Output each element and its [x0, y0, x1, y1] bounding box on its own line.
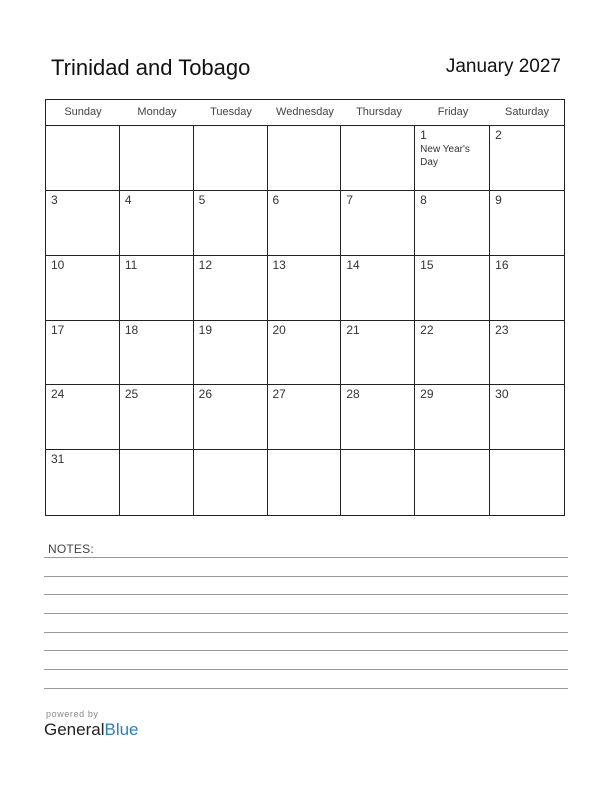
day-number: 5 [198, 192, 206, 207]
day-cell [46, 191, 120, 256]
day-cell [415, 256, 490, 321]
notes-line [44, 669, 568, 670]
day-cell [341, 126, 415, 191]
notes-line [44, 557, 568, 558]
day-cell [490, 450, 564, 515]
weekday-header: Monday [137, 106, 177, 118]
day-cell [415, 126, 490, 191]
day-cell [268, 321, 342, 386]
day-cell [341, 450, 415, 515]
day-number: 14 [346, 257, 360, 272]
day-cell [341, 385, 415, 450]
day-number: 1 [420, 128, 427, 142]
calendar-body [46, 126, 564, 515]
day-number: 17 [51, 322, 65, 337]
day-cell [268, 256, 342, 321]
day-cell [194, 191, 268, 256]
notes-line [44, 594, 568, 595]
day-number: 13 [272, 257, 286, 272]
day-number: 16 [495, 257, 509, 272]
logo-blue: Blue [104, 720, 139, 739]
day-cell [46, 450, 120, 515]
day-cell [120, 321, 194, 386]
weekday-header: Saturday [504, 106, 550, 118]
day-number: 4 [124, 192, 132, 207]
day-cell [415, 450, 490, 515]
day-cell [120, 126, 194, 191]
day-number: 31 [51, 452, 65, 467]
brand-footer [44, 709, 139, 740]
day-cell [341, 191, 415, 256]
day-number: 20 [272, 322, 286, 337]
day-cell [490, 385, 564, 450]
day-cell [120, 256, 194, 321]
notes-line [44, 576, 568, 577]
notes-line [44, 688, 568, 689]
notes-label: NOTES: [48, 542, 94, 556]
day-cell [490, 126, 564, 191]
day-number: 22 [420, 322, 434, 337]
powered-by-text: powered by [46, 709, 99, 719]
day-number: 24 [51, 387, 65, 402]
holiday-label: New Year's Day [420, 144, 470, 168]
day-cell [194, 450, 268, 515]
calendar-grid [45, 99, 565, 516]
weekday-header: Sunday [64, 106, 102, 118]
day-cell [194, 126, 268, 191]
day-cell [46, 321, 120, 386]
weekday-header: Thursday [356, 106, 402, 118]
notes-line [44, 632, 568, 633]
weekday-header: Friday [437, 106, 469, 118]
day-cell [46, 256, 120, 321]
day-number: 11 [124, 257, 138, 272]
day-cell [194, 385, 268, 450]
day-number: 7 [346, 192, 354, 207]
day-cell [120, 450, 194, 515]
day-number: 19 [198, 322, 213, 337]
day-number: 8 [420, 192, 427, 207]
day-number: 26 [198, 387, 213, 402]
day-cell [341, 256, 415, 321]
day-number: 12 [198, 257, 213, 272]
day-number: 9 [495, 192, 502, 207]
day-number: 28 [346, 387, 360, 402]
day-cell [341, 321, 415, 386]
day-cell [268, 385, 342, 450]
day-number: 3 [51, 192, 58, 207]
notes-line [44, 650, 568, 651]
day-number: 15 [420, 257, 434, 272]
day-cell [490, 256, 564, 321]
notes-line [44, 613, 568, 614]
day-cell [194, 321, 268, 386]
day-number: 30 [495, 387, 509, 402]
day-number: 27 [272, 387, 286, 402]
day-number: 18 [124, 322, 139, 337]
day-cell [490, 191, 564, 256]
day-cell [268, 126, 342, 191]
day-number: 29 [420, 387, 434, 402]
day-number: 6 [272, 192, 280, 207]
day-cell [46, 385, 120, 450]
calendar-title-country: Trinidad and Tobago [51, 55, 251, 80]
day-cell [268, 191, 342, 256]
day-cell [194, 256, 268, 321]
day-number: 10 [51, 257, 65, 272]
day-cell [268, 450, 342, 515]
day-cell [120, 191, 194, 256]
logo-general: General [44, 720, 105, 739]
calendar-title-month: January 2027 [445, 56, 561, 77]
day-cell [120, 385, 194, 450]
day-cell [490, 321, 564, 386]
weekday-header: Wednesday [276, 106, 334, 118]
day-number: 21 [346, 322, 360, 337]
day-cell [415, 321, 490, 386]
day-cell [415, 191, 490, 256]
weekday-header: Tuesday [210, 106, 252, 118]
weekday-header-row [46, 100, 564, 126]
day-number: 25 [124, 387, 139, 402]
day-number: 2 [495, 128, 502, 142]
day-cell [415, 385, 490, 450]
day-cell [46, 126, 120, 191]
generalblue-logo [44, 720, 139, 740]
day-number: 23 [495, 322, 509, 337]
